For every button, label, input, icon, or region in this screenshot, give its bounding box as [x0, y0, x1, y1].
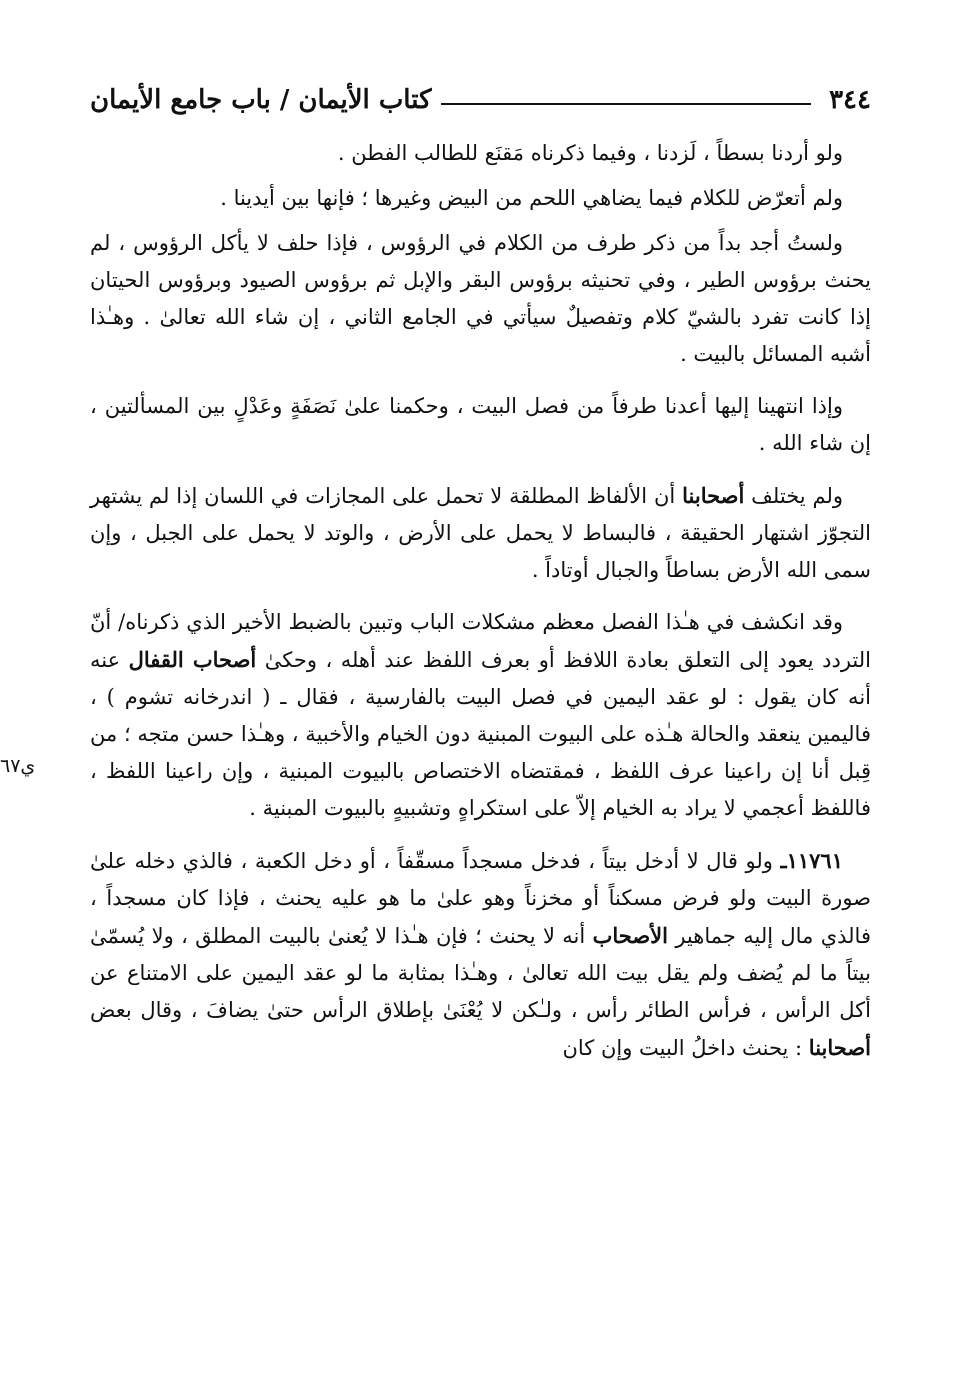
bold-text: أصحابنا — [808, 1035, 871, 1060]
paragraph — [90, 604, 871, 827]
paragraph — [90, 842, 871, 1067]
bold-text: أصحابنا — [682, 483, 745, 508]
bold-text: ١١٧٦١ـ — [780, 848, 843, 873]
text-run: أنه لا يحنث ؛ فإن هـٰذا لا يُعنىٰ بالبيت المطلق ، ولا يُسمّىٰ بيتاً ما لم يُضف ولم يقل بيت الله تعالىٰ ، وهـٰذا بمثابة ما لو عقد اليمين على الامتناع عن أكل الرأس ، فرأس الطائر رأس ، ولـٰكن لا يُعْنَىٰ بإطلاق الرأس حتىٰ يضافَ ، وقال بعض — [90, 924, 871, 1022]
text-run: وقد انكشف في هـٰذا الفصل معظم مشكلات الباب وتبين بالضبط الأخير الذي ذكرناه/ أنّ التردد يعود إلى التعلق بعادة اللافظ أو بعرف اللفظ عند أهله ، وحكىٰ — [90, 610, 871, 672]
bold-text: أصحاب القفال — [128, 647, 257, 672]
text-run: : يحنث داخلُ البيت وإن كان — [562, 1036, 809, 1060]
text-run: وإذا انتهينا إليها أعدنا طرفاً من فصل البيت ، وحكمنا علىٰ نَصَفَةٍ وعَدْلٍ بين المسألتين ، إن شاء الله . — [90, 394, 871, 455]
bold-text: الأصحاب — [592, 923, 668, 948]
paragraph — [90, 225, 871, 373]
paragraph — [90, 135, 871, 172]
page-body — [90, 135, 871, 1082]
text-run: ولم يختلف — [744, 484, 843, 508]
paragraph — [90, 477, 871, 589]
text-run: ولو أردنا بسطاً ، لَزدنا ، وفيما ذكرناه مَقنَع للطالب الفطن . — [337, 141, 843, 165]
text-run: عنه أنه كان يقول : لو عقد اليمين في فصل البيت بالفارسية ، فقال ـ ( اندرخانه تشوم ) ، فاليمين ينعقد والحالة هـٰذه على البيوت المبنية دون الخيام والأخبية ، وهـٰذا حسن متجه ؛ من قِبل أنا إن راعينا عرف اللفظ ، فمقتضاه الاختصاص بالبيوت المبنية ، وإن راعينا اللفظ ، فاللفظ أعجمي لا يراد به الخيام إلاّ على استكراهٍ وتشبيهٍ بالبيوت المبنية . — [90, 648, 871, 820]
text-run: ولو قال لا أدخل بيتاً ، فدخل مسجداً مسقّفاً ، أو دخل الكعبة ، فالذي دخله علىٰ صورة البيت ولو فرض مسكناً أو مخزناً وهو علىٰ ما هو عليه يحنث ، فإذا كان مسجداً ، فالذي مال إليه جماهير — [90, 849, 871, 948]
running-title: كتاب الأيمان / باب جامع الأيمان — [90, 85, 432, 115]
page-number: ٣٤٤ — [829, 85, 871, 115]
page-header — [90, 80, 871, 120]
header-rule — [441, 103, 811, 105]
text-run: ولستُ أجد بداً من ذكر طرف من الكلام في الرؤوس ، فإذا حلف لا يأكل الرؤوس ، لم يحنث برؤوس الطير ، وفي تحنيثه برؤوس البقر والإبل ثم برؤوس الصيود وبرؤوس الحيتان إذا كانت تفرد بالشيّ كلام وتفصيلٌ سيأتي في الجامع الثاني ، إن شاء الله تعالىٰ . وهـٰذا أشبه المسائل بالبيت . — [90, 231, 871, 366]
text-run: ولم أتعرّض للكلام فيما يضاهي اللحم من البيض وغيرها ؛ فإنها بين أيدينا . — [220, 186, 843, 210]
paragraph — [90, 388, 871, 462]
margin-note: ي٦٧ — [0, 755, 36, 777]
text-run: أن الألفاظ المطلقة لا تحمل على المجازات في اللسان إذا لم يشتهر التجوّز اشتهار الحقيقة ، فالبساط لا يحمل على الأرض ، والوتد لا يحمل على الجبل ، وإن سمى الله الأرض بساطاً والجبال أوتاداً . — [90, 484, 871, 582]
paragraph — [90, 180, 871, 217]
